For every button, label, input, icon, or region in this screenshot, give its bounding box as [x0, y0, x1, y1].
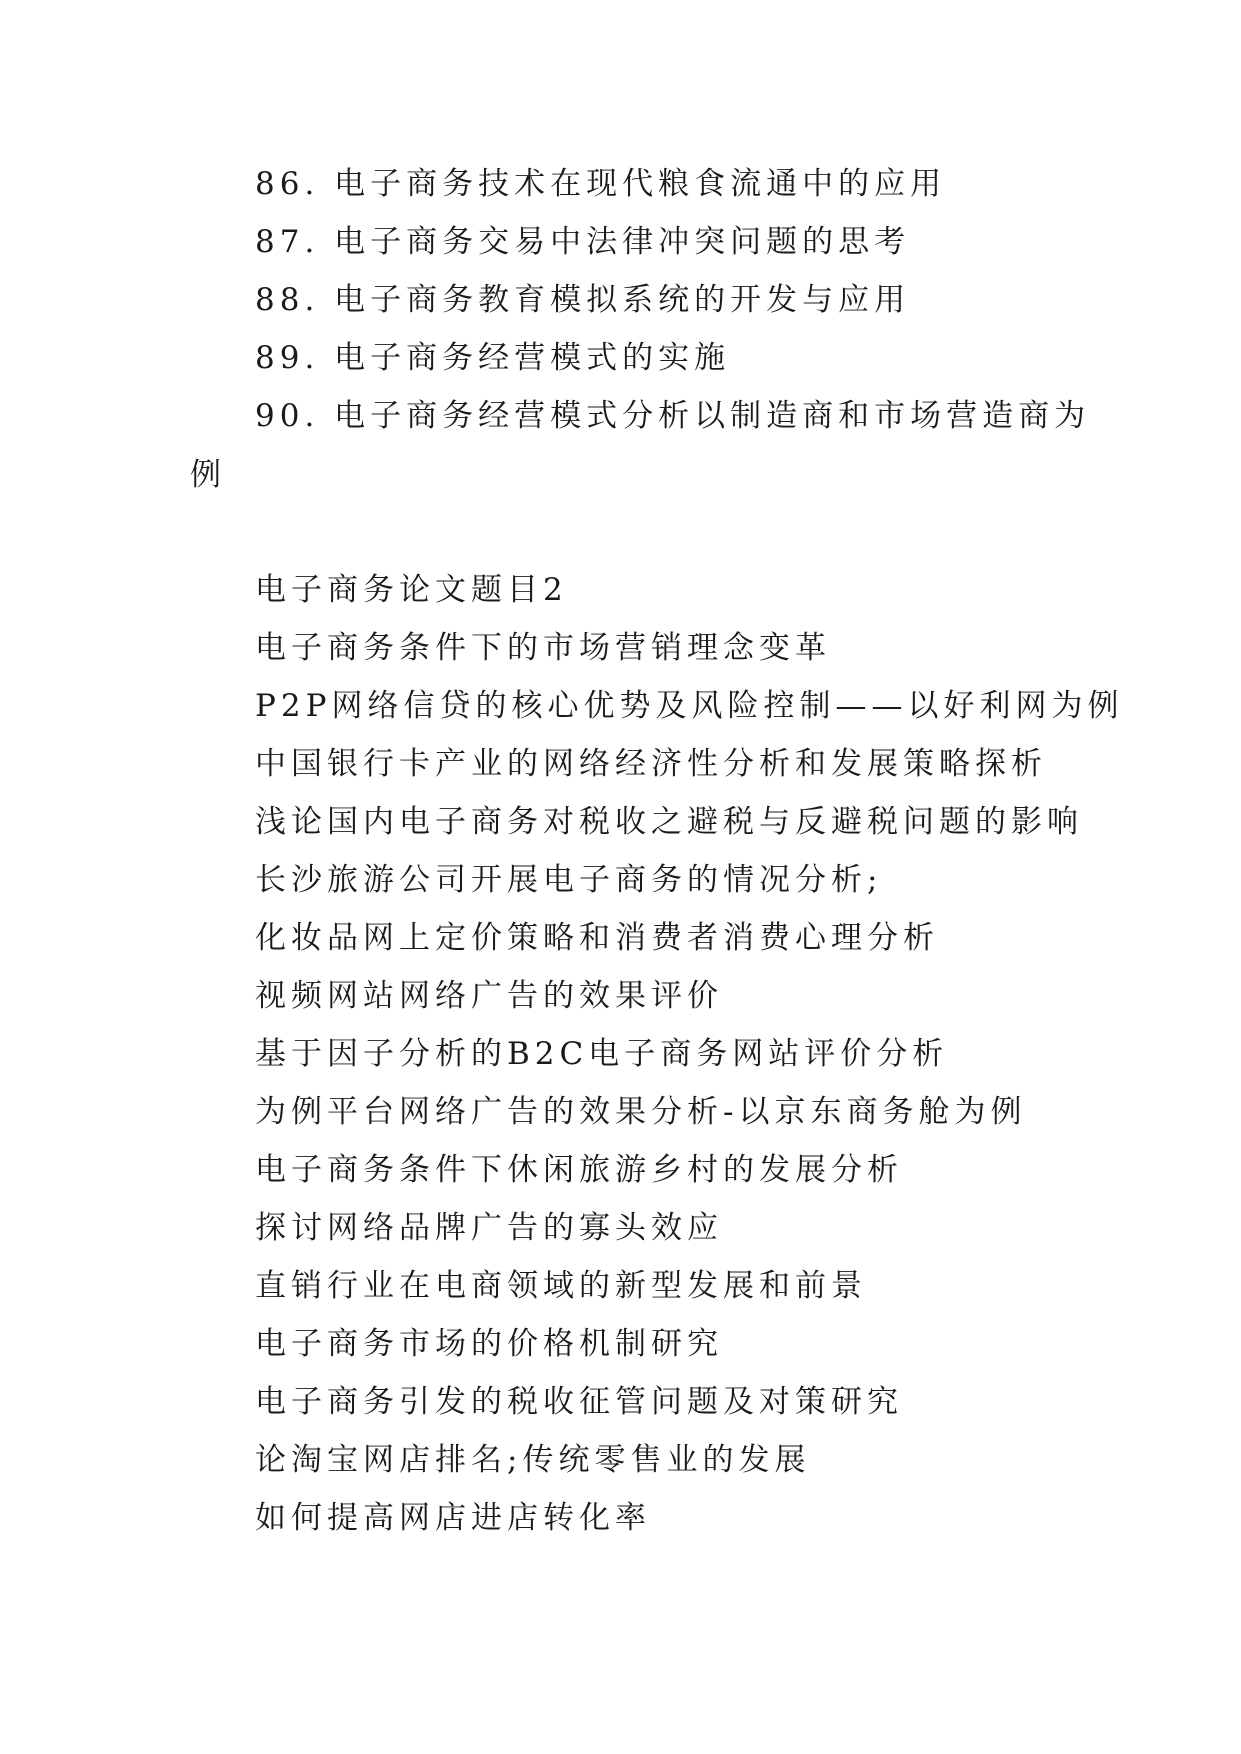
topic-item: 为例平台网络广告的效果分析-以京东商务舱为例 — [255, 1094, 1027, 1130]
section-heading: 电子商务论文题目2 — [255, 572, 568, 608]
topic-item: 直销行业在电商领域的新型发展和前景 — [255, 1268, 867, 1304]
topic-item: 探讨网络品牌广告的寡头效应 — [255, 1210, 723, 1246]
list-item-87: 87. 电子商务交易中法律冲突问题的思考 — [255, 224, 911, 260]
list-item-90-continuation: 例 — [190, 457, 221, 493]
list-item-89: 89. 电子商务经营模式的实施 — [255, 340, 731, 376]
topic-item: 视频网站网络广告的效果评价 — [255, 978, 723, 1014]
topic-item: 电子商务市场的价格机制研究 — [255, 1326, 723, 1362]
topic-item: 中国银行卡产业的网络经济性分析和发展策略探析 — [255, 746, 1047, 782]
topic-item: 化妆品网上定价策略和消费者消费心理分析 — [255, 920, 939, 956]
list-item-88: 88. 电子商务教育模拟系统的开发与应用 — [255, 282, 911, 318]
topic-item: 电子商务条件下休闲旅游乡村的发展分析 — [255, 1152, 903, 1188]
list-item-86: 86. 电子商务技术在现代粮食流通中的应用 — [255, 166, 947, 202]
list-item-90: 90. 电子商务经营模式分析以制造商和市场营造商为 — [255, 398, 1091, 434]
topic-item: P2P网络信贷的核心优势及风险控制——以好利网为例 — [255, 688, 1124, 724]
topic-item: 浅论国内电子商务对税收之避税与反避税问题的影响 — [255, 804, 1083, 840]
topic-item: 电子商务条件下的市场营销理念变革 — [255, 630, 831, 666]
topic-item: 论淘宝网店排名;传统零售业的发展 — [255, 1442, 811, 1478]
topic-item: 电子商务引发的税收征管问题及对策研究 — [255, 1384, 903, 1420]
topic-item: 如何提高网店进店转化率 — [255, 1500, 651, 1536]
topic-item: 基于因子分析的B2C电子商务网站评价分析 — [255, 1036, 949, 1072]
topic-item: 长沙旅游公司开展电子商务的情况分析; — [255, 862, 883, 898]
